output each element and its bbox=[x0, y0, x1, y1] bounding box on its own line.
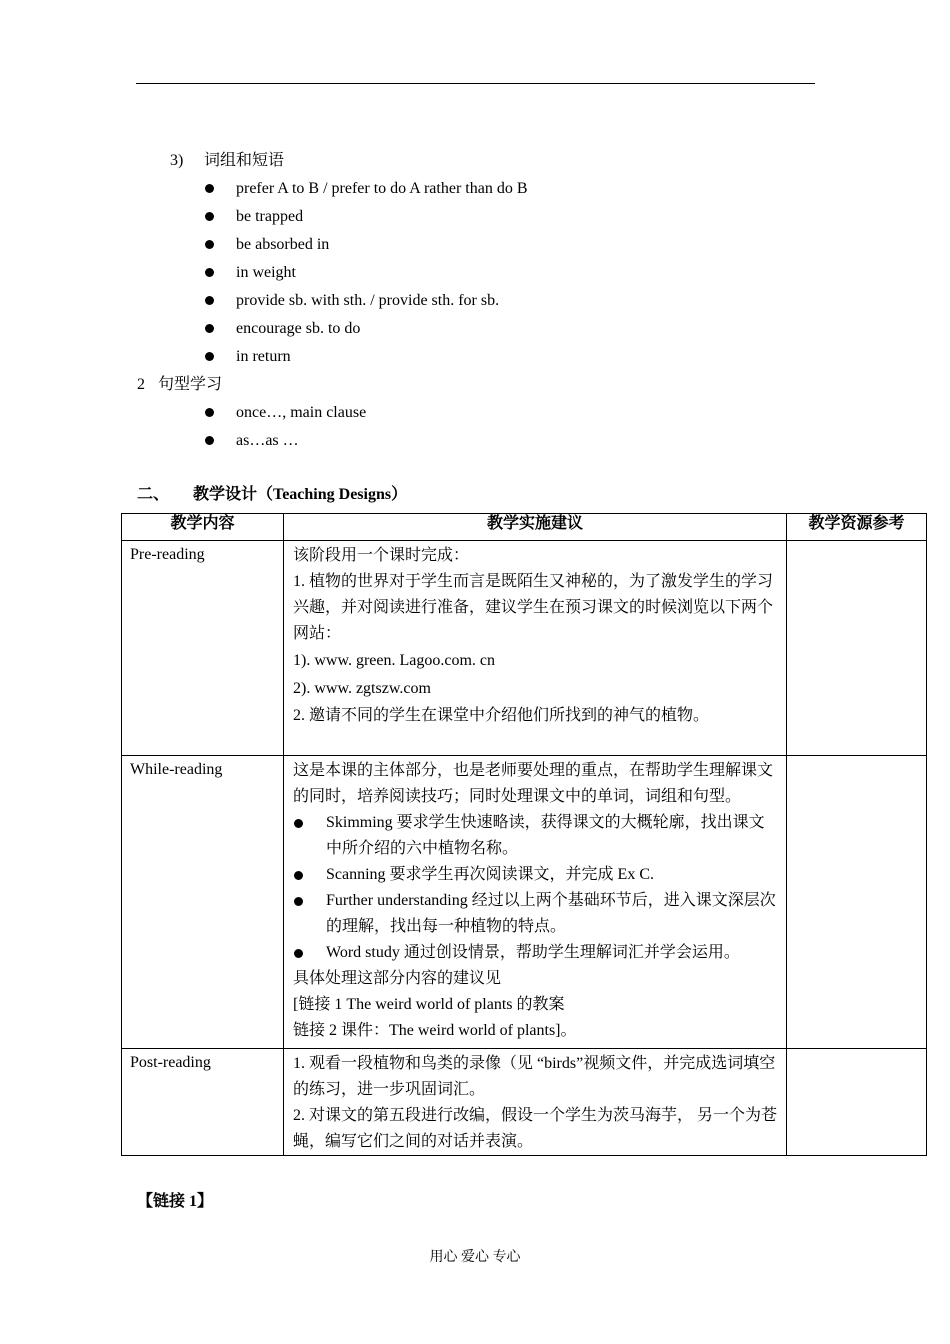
bullet-icon bbox=[205, 296, 214, 305]
stage-while-reading: While-reading bbox=[122, 756, 284, 1049]
post-reading-suggestions bbox=[284, 1049, 787, 1156]
page-footer: 用心 爱心 专心 bbox=[429, 1250, 521, 1265]
teaching-design-table bbox=[121, 513, 927, 1156]
sentence-number: 2 bbox=[137, 376, 145, 393]
bullet-item bbox=[293, 888, 778, 940]
bullet-icon bbox=[294, 897, 303, 906]
table-row bbox=[122, 1049, 927, 1156]
bullet-text: Word study 通过创设情景，帮助学生理解词汇并学会运用。 bbox=[326, 944, 740, 961]
pre-reading-suggestions bbox=[284, 541, 787, 756]
table-row bbox=[122, 541, 927, 756]
header-rule bbox=[136, 83, 815, 84]
text-line: 该阶段用一个课时完成： bbox=[293, 547, 470, 564]
text-line: 1. 观看一段植物和鸟类的录像（见 “birds”视频文件，并完成选词填空的练习，进一步巩固词汇。 bbox=[293, 1055, 776, 1098]
text-line: 具体处理这部分内容的建议见 bbox=[293, 970, 502, 987]
text-line: 2. 对课文的第五段进行改编，假设一个学生为茨马海芋， 另一个为苍蝇，编写它们之间的对话并表演。 bbox=[293, 1107, 778, 1150]
stage-pre-reading: Pre-reading bbox=[122, 541, 284, 756]
bullet-item bbox=[293, 862, 778, 888]
bullet-item bbox=[293, 810, 778, 862]
list-item: in weight bbox=[236, 264, 296, 281]
header-content: 教学内容 bbox=[122, 514, 284, 541]
list-item: be absorbed in bbox=[236, 236, 330, 253]
sentence-title: 句型学习 bbox=[158, 376, 223, 393]
list-item: once…, main clause bbox=[236, 404, 367, 421]
list-item: be trapped bbox=[236, 208, 304, 225]
resources-cell bbox=[787, 1049, 927, 1156]
bullet-icon bbox=[205, 408, 214, 417]
text-line: 这是本课的主体部分，也是老师要处理的重点，在帮助学生理解课文的同时，培养阅读技巧；同时处理课文中的单词，词组和句型。 bbox=[293, 762, 774, 805]
header-resources: 教学资源参考 bbox=[787, 514, 927, 541]
text-line: [链接 1 The weird world of plants 的教案 bbox=[293, 996, 565, 1013]
bullet-icon bbox=[205, 436, 214, 445]
bullet-text: Skimming 要求学生快速略读，获得课文的大概轮廓，找出课文中所介绍的六中植物名称。 bbox=[326, 814, 765, 857]
bullet-icon bbox=[205, 324, 214, 333]
bullet-icon bbox=[294, 819, 303, 828]
link-heading: 【链接 1】 bbox=[137, 1193, 214, 1210]
list-item: provide sb. with sth. / provide sth. for sb. bbox=[236, 292, 500, 309]
vocab-title: 词组和短语 bbox=[204, 152, 285, 169]
bullet-icon bbox=[205, 240, 214, 249]
design-number: 二、 bbox=[137, 486, 170, 503]
text-line: 1. 植物的世界对于学生而言是既陌生又神秘的，为了激发学生的学习兴趣，并对阅读进行准备，建议学生在预习课文的时候浏览以下两个网站： bbox=[293, 573, 774, 642]
stage-post-reading: Post-reading bbox=[122, 1049, 284, 1156]
website-link: 1). www. green. Lagoo.com. cn bbox=[293, 652, 496, 669]
list-item: as…as … bbox=[236, 432, 299, 449]
resources-cell bbox=[787, 541, 927, 756]
bullet-icon bbox=[294, 949, 303, 958]
bullet-icon bbox=[205, 352, 214, 361]
bullet-text: Scanning 要求学生再次阅读课文，并完成 Ex C. bbox=[326, 866, 654, 883]
bullet-text: Further understanding 经过以上两个基础环节后，进入课文深层次的理解，找出每一种植物的特点。 bbox=[326, 892, 776, 935]
list-item: encourage sb. to do bbox=[236, 320, 361, 337]
table-row bbox=[122, 756, 927, 1049]
list-item: in return bbox=[236, 348, 291, 365]
bullet-icon bbox=[205, 212, 214, 221]
bullet-icon bbox=[205, 184, 214, 193]
design-title: 教学设计（Teaching Designs） bbox=[193, 486, 408, 503]
vocab-number: 3) bbox=[170, 152, 184, 169]
bullet-icon bbox=[205, 268, 214, 277]
website-link: 2). www. zgtszw.com bbox=[293, 680, 431, 697]
text-line: 链接 2 课件：The weird world of plants]。 bbox=[293, 1022, 577, 1039]
while-reading-suggestions bbox=[284, 756, 787, 1049]
bullet-icon bbox=[294, 871, 303, 880]
table-header-row bbox=[122, 514, 927, 541]
text-line: 2. 邀请不同的学生在课堂中介绍他们所找到的神气的植物。 bbox=[293, 707, 710, 724]
header-suggestions: 教学实施建议 bbox=[284, 514, 787, 541]
bullet-item bbox=[293, 940, 778, 966]
resources-cell bbox=[787, 756, 927, 1049]
list-item: prefer A to B / prefer to do A rather than do B bbox=[236, 180, 528, 197]
